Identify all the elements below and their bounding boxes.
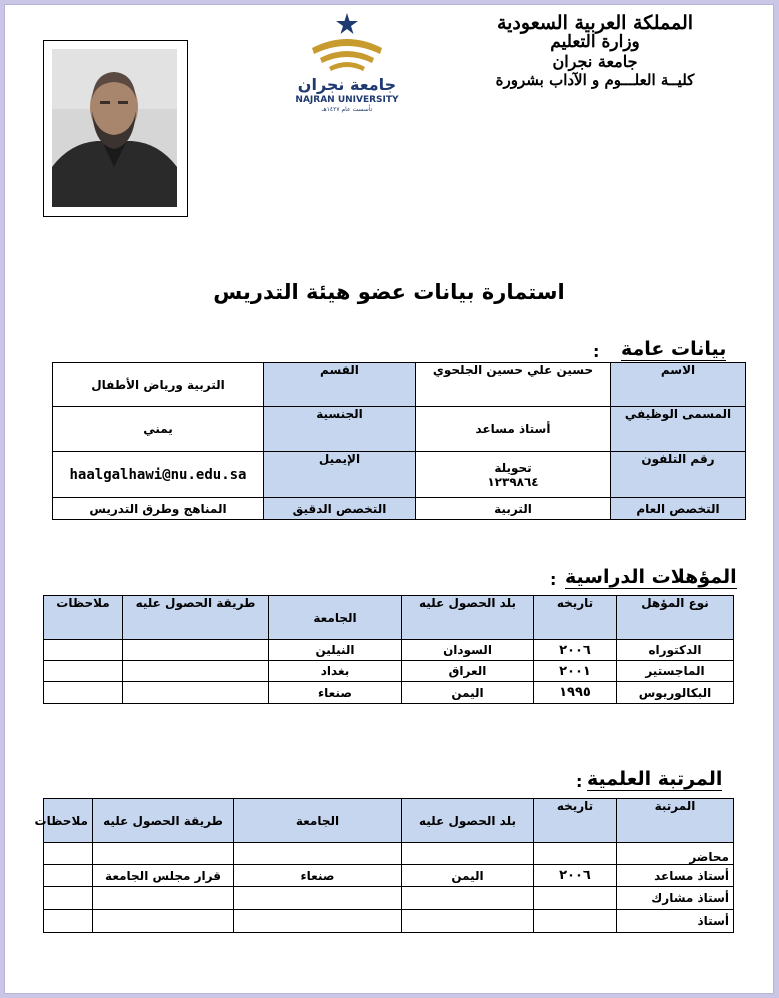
form-title: استمارة بيانات عضو هيئة التدريس	[213, 280, 565, 304]
table-row	[44, 843, 734, 865]
rank-section-title: المرتبة العلمية	[587, 768, 723, 790]
qual-cell: النيلين	[269, 640, 402, 661]
portrait-photo-frame	[43, 40, 188, 217]
precise-specialization-value: المناهج وطرق التدريس	[53, 498, 264, 520]
qual-cell: الدكتوراه	[617, 640, 734, 661]
qual-header-notes: ملاحظات	[44, 596, 123, 640]
email-label: الإيميل	[264, 452, 416, 498]
rank-header-university: الجامعة	[234, 799, 402, 843]
name-value: حسين علي حسين الجلحوي	[416, 363, 611, 407]
table-row	[44, 910, 734, 933]
rank-cell: قرار مجلس الجامعة	[93, 865, 234, 887]
rank-cell: محاضر	[617, 843, 734, 865]
portrait-photo	[52, 49, 177, 207]
college-name: كليــة العلـــوم و الآداب بشرورة	[495, 71, 695, 89]
ministry-name: وزارة التعليم	[550, 32, 640, 52]
qual-cell	[44, 682, 123, 704]
rank-cell: اليمن	[402, 865, 534, 887]
logo-english-text: NAJRAN UNIVERSITY	[295, 95, 399, 105]
department-value: التربية ورياض الأطفال	[53, 363, 264, 407]
job-title-value: أستاذ مساعد	[416, 407, 611, 452]
qual-cell	[123, 682, 269, 704]
rank-header-method: طريقة الحصول عليه	[93, 799, 234, 843]
rank-cell	[234, 843, 402, 865]
rank-cell	[44, 843, 93, 865]
rank-header-country: بلد الحصول عليه	[402, 799, 534, 843]
nationality-value: يمني	[53, 407, 264, 452]
logo-founded-text: تأسست عام ١٤٢٧هـ	[321, 106, 373, 113]
qual-cell: العراق	[402, 661, 534, 682]
logo-star-icon	[336, 13, 358, 34]
rank-cell: أستاذ	[617, 910, 734, 933]
rank-cell: أستاذ مساعد	[617, 865, 734, 887]
qual-cell: ٢٠٠٦	[534, 640, 617, 661]
rank-cell	[534, 910, 617, 933]
rank-cell	[402, 910, 534, 933]
kingdom-name: المملكة العربية السعودية	[496, 12, 694, 34]
ministry-header	[460, 14, 730, 90]
qualifications-section-colon: :	[550, 570, 557, 589]
rank-cell: صنعاء	[234, 865, 402, 887]
rank-cell	[234, 910, 402, 933]
table-row	[44, 682, 734, 704]
qual-header-date: تاريخه	[534, 596, 617, 640]
rank-table	[34, 798, 734, 933]
qual-cell: صنعاء	[269, 682, 402, 704]
rank-section-colon: :	[576, 772, 583, 791]
phone-number: ١٢٣٩٨٦٤	[487, 474, 539, 489]
phone-label: رقم التلفون	[611, 452, 746, 498]
person-portrait-icon	[52, 49, 177, 207]
rank-cell	[534, 843, 617, 865]
rank-cell	[93, 910, 234, 933]
qual-cell: البكالوريوس	[617, 682, 734, 704]
job-title-label: المسمى الوظيفي	[611, 407, 746, 452]
rank-cell	[534, 887, 617, 910]
qual-cell: ٢٠٠١	[534, 661, 617, 682]
qual-cell: الماجستير	[617, 661, 734, 682]
qual-cell	[123, 640, 269, 661]
rank-cell	[402, 843, 534, 865]
email-value: haalgalhawi@nu.edu.sa	[53, 452, 264, 498]
rank-cell: أستاذ مشارك	[617, 887, 734, 910]
rank-header-rank: المرتبة	[617, 799, 734, 843]
qual-header-method: طريقة الحصول عليه	[123, 596, 269, 640]
qual-cell: السودان	[402, 640, 534, 661]
qual-cell	[44, 661, 123, 682]
table-row	[44, 640, 734, 661]
rank-cell	[44, 865, 93, 887]
qual-cell: بغداد	[269, 661, 402, 682]
table-row	[44, 799, 734, 843]
table-row	[53, 452, 746, 498]
qual-header-type: نوع المؤهل	[617, 596, 734, 640]
qualifications-section-title: المؤهلات الدراسية	[565, 566, 737, 588]
qual-header-country: بلد الحصول عليه	[402, 596, 534, 640]
rank-header-date: تاريخه	[534, 799, 617, 843]
general-specialization-label: التخصص العام	[611, 498, 746, 520]
rank-cell	[44, 887, 93, 910]
qualifications-table	[43, 595, 734, 704]
qual-cell	[44, 640, 123, 661]
rank-header-notes: ملاحظات	[44, 799, 93, 843]
rank-cell	[44, 910, 93, 933]
rank-cell	[402, 887, 534, 910]
qual-cell: ١٩٩٥	[534, 682, 617, 704]
general-specialization-value: التربية	[416, 498, 611, 520]
rank-cell	[93, 843, 234, 865]
phone-extension-label: تحويلة	[494, 460, 532, 475]
general-section-colon: :	[593, 342, 600, 361]
university-logo	[282, 10, 412, 115]
table-row	[53, 407, 746, 452]
table-row	[44, 865, 734, 887]
table-row	[53, 498, 746, 520]
table-row	[44, 596, 734, 640]
phone-value	[416, 452, 611, 498]
rank-cell	[234, 887, 402, 910]
department-label: القسم	[264, 363, 416, 407]
nationality-label: الجنسية	[264, 407, 416, 452]
qual-cell: اليمن	[402, 682, 534, 704]
table-row	[44, 661, 734, 682]
general-section-title: بيانات عامة	[621, 338, 727, 360]
name-label: الاسم	[611, 363, 746, 407]
rank-cell: ٢٠٠٦	[534, 865, 617, 887]
rank-cell	[93, 887, 234, 910]
logo-arabic-text: جامعة نجران	[297, 75, 397, 94]
general-info-table	[52, 362, 746, 520]
precise-specialization-label: التخصص الدقيق	[264, 498, 416, 520]
qual-header-university: الجامعة	[269, 596, 402, 640]
table-row	[53, 363, 746, 407]
table-row	[44, 887, 734, 910]
university-name: جامعة نجران	[552, 52, 638, 71]
qual-cell	[123, 661, 269, 682]
